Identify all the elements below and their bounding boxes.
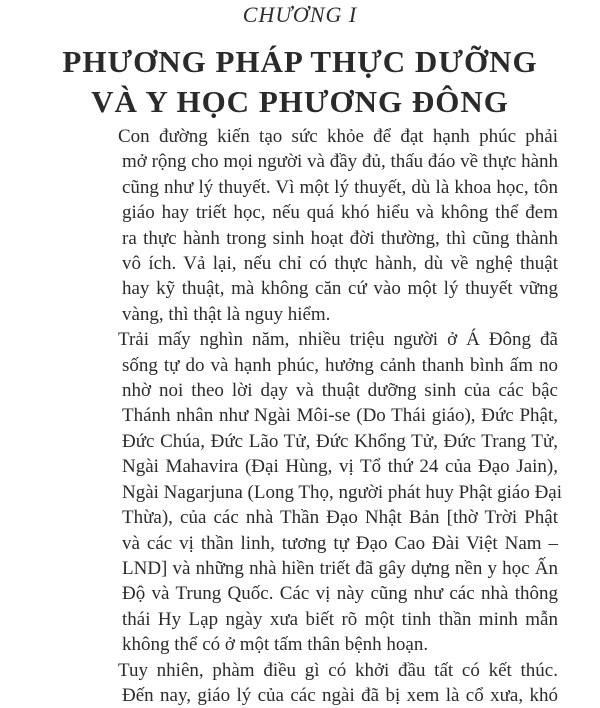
text-line: sống tự do và hạnh phúc, hưởng cảnh thanh bình ấm no: [122, 354, 558, 376]
text-line: Thừa), của các nhà Thần Đạo Nhật Bản [thờ Trời Phật: [122, 507, 558, 529]
text-line: Con đường kiến tạo sức khỏe để đạt hạnh phúc phải: [118, 126, 558, 147]
body-text: [100, 124, 563, 708]
chapter-heading: CHƯƠNG I: [242, 2, 358, 27]
text-line: giáo hay triết học, nếu quá khó hiểu và không thể đem: [122, 202, 558, 224]
text-line: Ngài Mahavira (Đại Hùng, vị Tổ thứ 24 của Đạo Jain),: [122, 456, 558, 478]
text-line: cũng như lý thuyết. Vì một lý thuyết, dù là khoa học, tôn: [122, 176, 558, 198]
text-line: Đức Chúa, Đức Lão Tử, Đức Khổng Tử, Đức Trang Tử,: [122, 430, 558, 452]
chapter-title-line: PHƯƠNG PHÁP THỰC DƯỠNG: [62, 44, 538, 79]
chapter-title-line: VÀ Y HỌC PHƯƠNG ĐÔNG: [91, 84, 509, 119]
text-line: nhờ noi theo lời dạy và thuật dưỡng sinh của các bậc: [122, 380, 558, 402]
text-line: LND] và những nhà hiền triết đã gây dựng nền y học Ấn: [122, 557, 558, 579]
text-line: Trải mấy nghìn năm, nhiều triệu người ở Á Đông đã: [118, 329, 558, 351]
text-line: Tuy nhiên, phàm điều gì có khởi đầu tất có kết thúc.: [118, 659, 558, 681]
paragraph: [100, 124, 558, 327]
text-line: không thể có ở một tấm thân bệnh hoạn.: [122, 634, 429, 656]
text-line: vàng, thì thật là nguy hiểm.: [122, 303, 331, 325]
text-line: Độ và Trung Quốc. Các vị này cũng như các nhà thông: [122, 583, 558, 605]
paragraph: [100, 327, 563, 657]
chapter-title: [0, 42, 600, 122]
text-line: thái Hy Lạp ngày xưa biết rõ một tinh thần minh mẫn: [122, 608, 558, 630]
text-line: Ngài Nagarjuna (Long Thọ, người phát huy Phật giáo Đại: [122, 481, 563, 503]
text-line: Thánh nhân như Ngài Môi-se (Do Thái giáo), Đức Phật,: [122, 405, 558, 427]
text-line: Đến nay, giáo lý của các ngài đã bị xem là cổ xưa, khó: [122, 684, 558, 706]
text-line: vô ích. Vả lại, nếu chỉ có thực hành, dù về nghệ thuật: [122, 253, 558, 275]
paragraph: [100, 658, 558, 708]
text-line: hay kỹ thuật, mà không căn cứ vào một lý thuyết vững: [122, 278, 558, 300]
text-line: ra thực hành trong sinh hoạt đời thường, thì cũng thành: [122, 227, 558, 249]
text-line: mở rộng cho mọi người và đầy đủ, thấu đáo về thực hành: [122, 151, 558, 173]
text-line: và các vị thần linh, tương tự Đạo Cao Đài Việt Nam –: [122, 532, 558, 554]
